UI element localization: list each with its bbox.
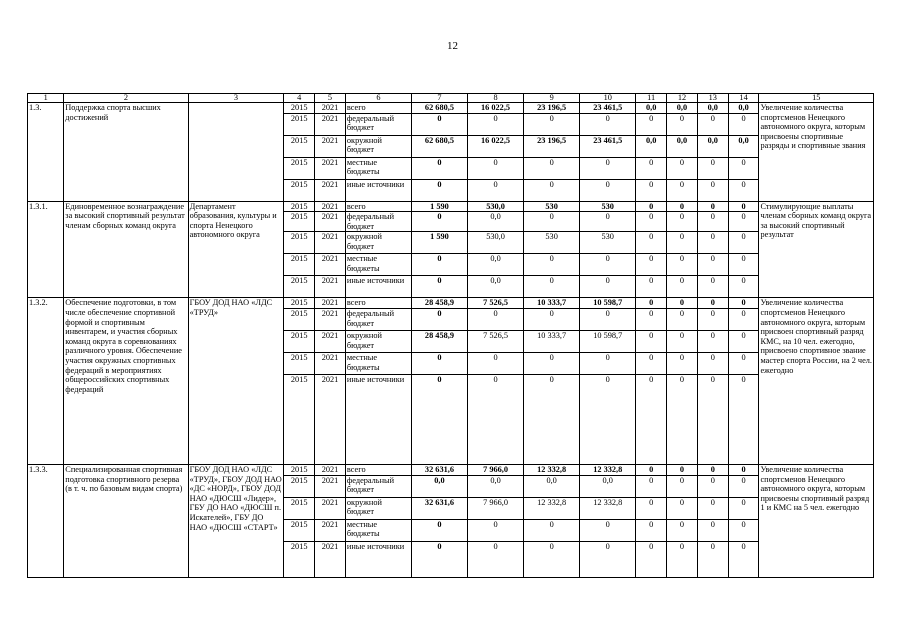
amount-cell: 0: [728, 254, 759, 276]
amount-cell: 0: [667, 212, 698, 232]
start-year: 2015: [284, 519, 315, 541]
amount-cell: 0: [728, 232, 759, 254]
amount-cell: 0,0: [636, 135, 667, 157]
amount-cell: 0: [667, 497, 698, 519]
amount-cell: 0: [580, 113, 636, 135]
amount-cell: 0: [728, 113, 759, 135]
amount-cell: 0: [728, 201, 759, 212]
table-row: [28, 464, 874, 475]
amount-cell: 0: [667, 308, 698, 330]
amount-cell: 0: [728, 541, 759, 577]
start-year: 2015: [284, 541, 315, 577]
amount-cell: 0: [636, 374, 667, 464]
amount-cell: 7 966,0: [468, 464, 524, 475]
amount-cell: 0,0: [468, 475, 524, 497]
amount-cell: 0: [411, 113, 467, 135]
amount-cell: 0: [697, 157, 728, 179]
amount-cell: 0: [667, 254, 698, 276]
amount-cell: 0,0: [580, 475, 636, 497]
col-header: 14: [728, 94, 759, 103]
expected-result: Увеличение количества спортсменов Ненецкого автономного округа, которым присвоен спортивный разряд КМС, на 10 чел. ежегодно, присвоено спортивное звание мастер спорта России, на 2 чел. ежегодно: [759, 298, 874, 465]
end-year: 2021: [315, 212, 346, 232]
amount-cell: 0,0: [667, 135, 698, 157]
amount-cell: 0: [728, 330, 759, 352]
amount-cell: 0: [411, 212, 467, 232]
amount-cell: 12 332,8: [580, 464, 636, 475]
start-year: 2015: [284, 135, 315, 157]
section-executor: [188, 103, 284, 202]
start-year: 2015: [284, 308, 315, 330]
amount-cell: 0: [411, 519, 467, 541]
funding-source: окружной бюджет: [345, 232, 411, 254]
amount-cell: 0: [524, 308, 580, 330]
amount-cell: 530: [524, 232, 580, 254]
amount-cell: 0: [580, 276, 636, 298]
amount-cell: 0: [636, 113, 667, 135]
amount-cell: 0: [524, 541, 580, 577]
column-header-row: [28, 94, 874, 103]
amount-cell: 10 333,7: [524, 298, 580, 309]
amount-cell: 0: [728, 276, 759, 298]
amount-cell: 0: [667, 374, 698, 464]
start-year: 2015: [284, 330, 315, 352]
table-row: [28, 298, 874, 309]
amount-cell: 0: [468, 541, 524, 577]
amount-cell: 0: [636, 201, 667, 212]
funding-source: местные бюджеты: [345, 254, 411, 276]
funding-source: федеральный бюджет: [345, 308, 411, 330]
amount-cell: 32 631,6: [411, 497, 467, 519]
amount-cell: 0,0: [468, 254, 524, 276]
amount-cell: 0: [667, 276, 698, 298]
amount-cell: 0: [697, 179, 728, 201]
amount-cell: 0: [524, 179, 580, 201]
amount-cell: 16 022,5: [468, 135, 524, 157]
amount-cell: 0: [697, 497, 728, 519]
end-year: 2021: [315, 497, 346, 519]
end-year: 2021: [315, 179, 346, 201]
amount-cell: 0: [468, 157, 524, 179]
amount-cell: 12 332,8: [524, 464, 580, 475]
amount-cell: 62 680,5: [411, 103, 467, 114]
amount-cell: 0: [524, 113, 580, 135]
amount-cell: 530: [580, 232, 636, 254]
amount-cell: 28 458,9: [411, 298, 467, 309]
amount-cell: 0: [636, 330, 667, 352]
funding-source: всего: [345, 464, 411, 475]
amount-cell: 0: [636, 497, 667, 519]
amount-cell: 530,0: [468, 232, 524, 254]
amount-cell: 0: [667, 541, 698, 577]
end-year: 2021: [315, 135, 346, 157]
amount-cell: 530: [580, 201, 636, 212]
amount-cell: 16 022,5: [468, 103, 524, 114]
amount-cell: 0: [524, 374, 580, 464]
amount-cell: 32 631,6: [411, 464, 467, 475]
amount-cell: 0: [636, 179, 667, 201]
amount-cell: 0: [667, 464, 698, 475]
amount-cell: 0: [697, 541, 728, 577]
amount-cell: 0: [697, 475, 728, 497]
start-year: 2015: [284, 157, 315, 179]
amount-cell: 0: [580, 157, 636, 179]
amount-cell: 0: [728, 179, 759, 201]
start-year: 2015: [284, 497, 315, 519]
amount-cell: 0: [411, 254, 467, 276]
amount-cell: 0: [580, 541, 636, 577]
amount-cell: 0: [468, 352, 524, 374]
funding-source: федеральный бюджет: [345, 212, 411, 232]
amount-cell: 0: [697, 464, 728, 475]
section-name: Обеспечение подготовки, в том числе обеспечение спортивной формой и спортивным инвентарем, и участия сборных команд округа в соревнованиях различного уровня. Обеспечение участия окружных спортивных федераций в мероприятиях общероссийских спортивных федераций: [64, 298, 188, 465]
section-name: Специализированная спортивная подготовка спортивного резерва (в т. ч. по базовым видам спорта): [64, 464, 188, 577]
start-year: 2015: [284, 374, 315, 464]
amount-cell: 0: [636, 464, 667, 475]
amount-cell: 0: [468, 179, 524, 201]
amount-cell: 0: [728, 374, 759, 464]
start-year: 2015: [284, 232, 315, 254]
program-table: [27, 93, 874, 578]
amount-cell: 0: [667, 298, 698, 309]
funding-source: иные источники: [345, 541, 411, 577]
amount-cell: 62 680,5: [411, 135, 467, 157]
amount-cell: 7 966,0: [468, 497, 524, 519]
end-year: 2021: [315, 475, 346, 497]
amount-cell: 0: [697, 352, 728, 374]
amount-cell: 0: [728, 352, 759, 374]
amount-cell: 0: [411, 352, 467, 374]
amount-cell: 0,0: [411, 475, 467, 497]
start-year: 2015: [284, 475, 315, 497]
amount-cell: 0: [636, 541, 667, 577]
amount-cell: 0: [667, 330, 698, 352]
end-year: 2021: [315, 103, 346, 114]
amount-cell: 0,0: [697, 135, 728, 157]
amount-cell: 0: [468, 308, 524, 330]
amount-cell: 530,0: [468, 201, 524, 212]
end-year: 2021: [315, 113, 346, 135]
amount-cell: 0: [667, 157, 698, 179]
end-year: 2021: [315, 541, 346, 577]
amount-cell: 28 458,9: [411, 330, 467, 352]
amount-cell: 0,0: [468, 276, 524, 298]
amount-cell: 0: [468, 113, 524, 135]
amount-cell: 0: [636, 254, 667, 276]
amount-cell: 0: [580, 212, 636, 232]
funding-source: иные источники: [345, 374, 411, 464]
amount-cell: 0: [580, 352, 636, 374]
amount-cell: 0: [411, 541, 467, 577]
funding-source: иные источники: [345, 179, 411, 201]
amount-cell: 0: [728, 464, 759, 475]
amount-cell: 530: [524, 201, 580, 212]
expected-result: Увеличение количества спортсменов Ненецкого автономного округа, которым присвоены спортивные разряды и спортивные звания: [759, 103, 874, 202]
start-year: 2015: [284, 276, 315, 298]
end-year: 2021: [315, 298, 346, 309]
section-executor: Департамент образования, культуры и спорта Ненецкого автономного округа: [188, 201, 284, 298]
col-header: 8: [468, 94, 524, 103]
amount-cell: 0: [468, 519, 524, 541]
amount-cell: 0,0: [728, 103, 759, 114]
amount-cell: 0: [524, 352, 580, 374]
expected-result: Стимулирующие выплаты членам сборных команд округа за высокий спортивный результат: [759, 201, 874, 298]
start-year: 2015: [284, 113, 315, 135]
amount-cell: 12 332,8: [524, 497, 580, 519]
amount-cell: 1 590: [411, 232, 467, 254]
amount-cell: 0: [636, 276, 667, 298]
amount-cell: 0: [524, 276, 580, 298]
page-number: 12: [447, 40, 458, 52]
amount-cell: 0: [697, 201, 728, 212]
amount-cell: 0: [524, 254, 580, 276]
start-year: 2015: [284, 352, 315, 374]
start-year: 2015: [284, 201, 315, 212]
amount-cell: 0: [667, 179, 698, 201]
amount-cell: 0,0: [667, 103, 698, 114]
start-year: 2015: [284, 298, 315, 309]
col-header: 7: [411, 94, 467, 103]
amount-cell: 23 196,5: [524, 135, 580, 157]
col-header: 4: [284, 94, 315, 103]
end-year: 2021: [315, 352, 346, 374]
amount-cell: 0: [697, 298, 728, 309]
amount-cell: 23 196,5: [524, 103, 580, 114]
amount-cell: 0: [636, 519, 667, 541]
amount-cell: 0: [636, 232, 667, 254]
amount-cell: 0,0: [697, 103, 728, 114]
amount-cell: 0: [728, 475, 759, 497]
funding-source: всего: [345, 103, 411, 114]
amount-cell: 23 461,5: [580, 103, 636, 114]
end-year: 2021: [315, 201, 346, 212]
expected-result: Увеличение количества спортсменов Ненецкого автономного округа, которым присвоены спортивный разряд 1 и КМС на 5 чел. ежегодно: [759, 464, 874, 577]
section-executor: ГБОУ ДОД НАО «ЛДС «ТРУД»: [188, 298, 284, 465]
amount-cell: 0: [697, 330, 728, 352]
col-header: 12: [667, 94, 698, 103]
col-header: 3: [188, 94, 284, 103]
amount-cell: 0: [697, 308, 728, 330]
section-name: Единовременное вознаграждение за высокий спортивный результат членам сборных команд округа: [64, 201, 188, 298]
amount-cell: 0: [411, 179, 467, 201]
amount-cell: 7 526,5: [468, 298, 524, 309]
col-header: 11: [636, 94, 667, 103]
funding-source: иные источники: [345, 276, 411, 298]
amount-cell: 0,0: [728, 135, 759, 157]
funding-source: федеральный бюджет: [345, 475, 411, 497]
table-row: [28, 103, 874, 114]
amount-cell: 23 461,5: [580, 135, 636, 157]
amount-cell: 10 598,7: [580, 298, 636, 309]
col-header: 13: [697, 94, 728, 103]
funding-source: окружной бюджет: [345, 135, 411, 157]
amount-cell: 10 333,7: [524, 330, 580, 352]
amount-cell: 0: [667, 519, 698, 541]
amount-cell: 0: [580, 254, 636, 276]
funding-source: всего: [345, 298, 411, 309]
amount-cell: 0,0: [468, 212, 524, 232]
amount-cell: 0: [524, 519, 580, 541]
amount-cell: 0: [636, 212, 667, 232]
amount-cell: 0: [580, 374, 636, 464]
amount-cell: 0: [697, 212, 728, 232]
col-header: 5: [315, 94, 346, 103]
amount-cell: 0: [524, 157, 580, 179]
amount-cell: 0: [697, 519, 728, 541]
end-year: 2021: [315, 254, 346, 276]
amount-cell: 0: [697, 113, 728, 135]
start-year: 2015: [284, 254, 315, 276]
amount-cell: 0,0: [524, 475, 580, 497]
amount-cell: 0: [728, 519, 759, 541]
end-year: 2021: [315, 519, 346, 541]
amount-cell: 0: [667, 475, 698, 497]
amount-cell: 0: [697, 276, 728, 298]
section-name: Поддержка спорта высших достижений: [64, 103, 188, 202]
start-year: 2015: [284, 179, 315, 201]
amount-cell: 0: [636, 475, 667, 497]
amount-cell: 0: [667, 201, 698, 212]
amount-cell: 10 598,7: [580, 330, 636, 352]
start-year: 2015: [284, 464, 315, 475]
funding-source: окружной бюджет: [345, 330, 411, 352]
amount-cell: 0: [580, 179, 636, 201]
end-year: 2021: [315, 276, 346, 298]
end-year: 2021: [315, 464, 346, 475]
end-year: 2021: [315, 157, 346, 179]
table-row: [28, 201, 874, 212]
col-header: 2: [64, 94, 188, 103]
section-number: 1.3.: [28, 103, 64, 202]
end-year: 2021: [315, 374, 346, 464]
col-header: 9: [524, 94, 580, 103]
col-header: 1: [28, 94, 64, 103]
section-number: 1.3.1.: [28, 201, 64, 298]
amount-cell: 12 332,8: [580, 497, 636, 519]
end-year: 2021: [315, 330, 346, 352]
amount-cell: 0: [580, 308, 636, 330]
amount-cell: 0: [667, 113, 698, 135]
amount-cell: 0: [411, 276, 467, 298]
amount-cell: 0: [524, 212, 580, 232]
amount-cell: 0: [411, 157, 467, 179]
col-header: 6: [345, 94, 411, 103]
funding-source: местные бюджеты: [345, 157, 411, 179]
amount-cell: 0: [667, 232, 698, 254]
amount-cell: 0: [697, 374, 728, 464]
start-year: 2015: [284, 212, 315, 232]
amount-cell: 0: [411, 308, 467, 330]
amount-cell: 1 590: [411, 201, 467, 212]
amount-cell: 0: [636, 157, 667, 179]
start-year: 2015: [284, 103, 315, 114]
funding-source: окружной бюджет: [345, 497, 411, 519]
amount-cell: 0: [636, 352, 667, 374]
funding-source: местные бюджеты: [345, 352, 411, 374]
amount-cell: 7 526,5: [468, 330, 524, 352]
amount-cell: 0: [697, 254, 728, 276]
amount-cell: 0: [728, 497, 759, 519]
amount-cell: 0: [411, 374, 467, 464]
amount-cell: 0: [728, 308, 759, 330]
section-number: 1.3.2.: [28, 298, 64, 465]
funding-source: федеральный бюджет: [345, 113, 411, 135]
section-executor: ГБОУ ДОД НАО «ЛДС «ТРУД», ГБОУ ДОД НАО «ДС «НОРД», ГБОУ ДОД НАО «ДЮСШ «Лидер», ГБУ ДО НАО «ДЮСШ п. Искателей», ГБУ ДО НАО «ДЮСШ «СТАРТ»: [188, 464, 284, 577]
amount-cell: 0: [580, 519, 636, 541]
amount-cell: 0: [728, 298, 759, 309]
end-year: 2021: [315, 308, 346, 330]
funding-source: всего: [345, 201, 411, 212]
amount-cell: 0: [728, 212, 759, 232]
end-year: 2021: [315, 232, 346, 254]
amount-cell: 0: [697, 232, 728, 254]
amount-cell: 0: [468, 374, 524, 464]
amount-cell: 0: [667, 352, 698, 374]
amount-cell: 0,0: [636, 103, 667, 114]
col-header: 10: [580, 94, 636, 103]
funding-source: местные бюджеты: [345, 519, 411, 541]
amount-cell: 0: [636, 308, 667, 330]
amount-cell: 0: [636, 298, 667, 309]
amount-cell: 0: [728, 157, 759, 179]
section-number: 1.3.3.: [28, 464, 64, 577]
col-header: 15: [759, 94, 874, 103]
